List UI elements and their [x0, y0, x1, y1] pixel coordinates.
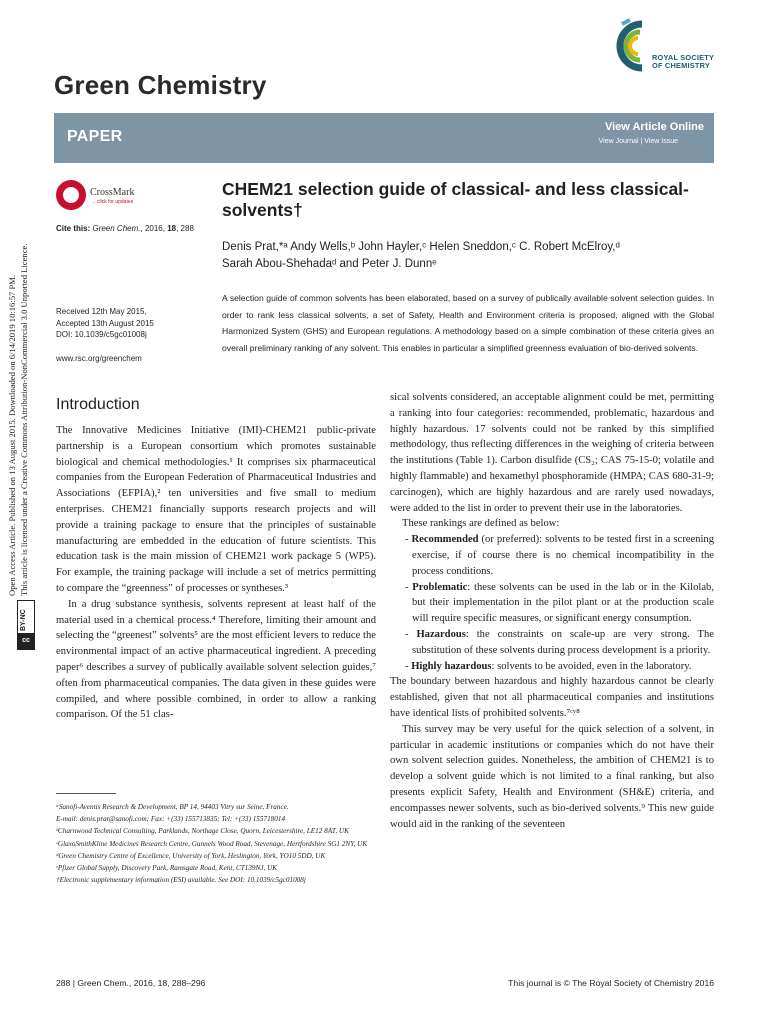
list-item: - Problematic: these solvents can be used in the lab or in the Kilolab, but their implementation in the pilot plant or at the production scale will require specific measures, or significant energy consumption. — [405, 581, 715, 625]
cc-license-badge[interactable] — [17, 600, 35, 650]
license-line[interactable]: This article is licensed under a Creative Commons Attribution-NonCommercial 3.0 Unported Licence. — [19, 243, 29, 596]
paragraph: The boundary between hazardous and highly hazardous cannot be clearly established, given that not all pharmaceutical companies and institutions have identical lists of prohibited solvents.⁷ᶜʸ⁸ — [390, 676, 714, 719]
crossmark-icon — [56, 180, 86, 210]
cite-pages: , 288 — [176, 224, 194, 233]
body-column-right — [390, 390, 714, 832]
crossmark-label: CrossMark — [90, 187, 135, 198]
list-item: - Recommended (or preferred): solvents to be tested first in a screening exercise, if of course there is no chemical incompatibility in the process conditions. — [405, 534, 714, 577]
rsc-logo[interactable] — [612, 16, 722, 96]
rsc-logo-line2: OF CHEMISTRY — [652, 61, 710, 70]
cite-label: Cite this: — [56, 224, 91, 233]
footnote: ᵈGreen Chemistry Centre of Excellence, University of York, Heslington, York, YO10 5DD, UK — [56, 851, 326, 860]
footnote: ᵃSanofi-Aventis Research & Development, BP 14, 94403 Vitry sur Seine, France. — [56, 803, 289, 811]
footnote-email[interactable]: E-mail: denis.prat@sanofi.com; Fax: +(33) 155713835; Tel: +(33) 155718014 — [56, 815, 286, 824]
article-title: CHEM21 selection guide of classical- and less classical-solvents† — [222, 179, 689, 220]
paragraph: This survey may be very useful for the quick selection of a solvent, in particular in academic institutions or companies which do not have their own solvent selection guides. Nonetheless, the ambition of CHEM21 is to develop a solvent guide which is not limited to a final ranking, but also presents explicit Safety, Health and Environment (SH&E) criteria, and encompasses newer solvents, such as bio-derived solvents.⁹ This new guide would aid in the ranking of the seventeen — [390, 723, 714, 830]
paragraph: sical solvents considered, an acceptable alignment could be met, permitting a ranking into four categories: recommended, problematic, hazardous and highly hazardous. 17 solvents could not be ranked by this simplified methodology, thus reflecting differences in the weighing of criteria between the institutions (Table 1). Carbon disulfide (CS₂; CAS 75-15-0; volatile and highly flammable) and hexamethyl phosphoramide (HMPA; CAS 680-31-9; carcinogen), which are highly hazardous and are rarely used nowadays, were added to the list in order to prevent their use in the laboratories. — [390, 392, 714, 514]
cc-icon: cc — [18, 633, 34, 649]
ranking-definitions-list — [390, 532, 714, 674]
list-item: - Hazardous: the constraints on scale-up are very strong. The substitution of these solvents during process development is a priority. — [405, 628, 714, 656]
list-term: Problematic — [412, 581, 468, 593]
list-text: (or preferred): solvents to be tested first in a screening exercise, if of course there is no chemical incompatibility in the process conditions. — [412, 534, 714, 577]
paragraph: These rankings are defined as below: — [402, 518, 560, 530]
body-column-left — [56, 423, 376, 723]
journal-issue-links[interactable]: View Journal | View Issue — [598, 138, 678, 145]
journal-url[interactable]: www.rsc.org/greenchem — [56, 354, 142, 363]
footer-citation: 288 | Green Chem., 2016, 18, 288–296 — [56, 978, 206, 988]
footnote: ᵉPfizer Global Supply, Discovery Park, Ramsgate Road, Kent, CT139NJ, UK — [56, 864, 278, 873]
crossmark-badge[interactable] — [56, 180, 146, 212]
list-text: : solvents to be avoided, even in the laboratory. — [491, 660, 692, 672]
cc-by-nc-label: BY-NC — [20, 609, 27, 631]
section-heading-introduction: Introduction — [56, 396, 140, 413]
open-access-line: Open Access Article. Published on 13 August 2015. Downloaded on 6/14/2019 10:16:57 PM. — [7, 274, 17, 596]
accepted-date: Accepted 13th August 2015 — [56, 318, 154, 328]
open-access-notice — [6, 118, 42, 658]
list-text: : these solvents can be used in the lab or in the Kilolab, but their implementation in the pilot plant or at the production scale will require specific measures, or significant energy consumption. — [412, 581, 715, 625]
authors-line-2: Sarah Abou-Shehadaᵈ and Peter J. Dunnᵉ — [222, 258, 437, 270]
view-article-online-link[interactable]: View Article Online — [604, 121, 704, 133]
doi[interactable]: DOI: 10.1039/c5gc01008j — [56, 330, 147, 339]
paragraph: In a drug substance synthesis, solvents represent at least half of the material used in a chemical process.⁴ Therefore, limiting their amount and selecting the “greenest” solvents⁵ are the most efficient levers to reduce the environmental impact of an active pharmaceutical ingredient. A preceding paper⁶ describes a survey of publically available solvent selection guides,⁷ often from pharmaceutical companies. The data given in these guides were compiled, and where possible combined, in order to allow a ranking comparison. Of the 51 clas- — [56, 598, 376, 721]
footnote-divider — [56, 793, 116, 794]
list-term: Recommended — [411, 534, 479, 546]
article-type-label: PAPER — [67, 128, 123, 145]
article-dates — [56, 306, 206, 341]
footnote: ᶜGlaxoSmithKline Medicines Research Centre, Gunnels Wood Road, Stevenage, Hertfordshire SG1 2NY, UK — [56, 839, 368, 848]
journal-title: Green Chemistry — [54, 70, 267, 100]
authors-line-1: Denis Prat,*ᵃ Andy Wells,ᵇ John Hayler,ᶜ Helen Sneddon,ᶜ C. Robert McElroy,ᵈ — [222, 241, 620, 253]
affiliations-footnotes — [56, 801, 378, 886]
list-item: - Highly hazardous: solvents to be avoided, even in the laboratory. — [405, 660, 692, 672]
rsc-logo-icon — [612, 16, 656, 76]
footer-copyright: This journal is © The Royal Society of Chemistry 2016 — [508, 978, 714, 988]
paragraph: The Innovative Medicines Initiative (IMI)-CHEM21 public-private partnership is a European consortium which promotes sustainable biological and chemical methodologies.¹ It comprises six pharmaceutical companies from the European Federation of Pharmaceutical Industries and Associations (EFPIA),² ten universities and five small to medium enterprises. CHEM21 financially supports research projects and will provide a training package to ensure that the principles of sustainable manufacturing are embedded in the education of future scientists. This education task is the main mission of CHEM21 work package 5 (WP5). For example, the training package will include a set of metrics permitting to compare the “greenness” of processes or syntheses.³ — [56, 425, 376, 594]
cite-volume: 18 — [167, 224, 177, 233]
list-text: : the constraints on scale-up are very strong. The substitution of these solvents during process development is a priority. — [412, 628, 714, 656]
rsc-logo-line1: ROYAL SOCIETY — [652, 53, 715, 62]
list-term: Hazardous — [416, 628, 466, 640]
abstract: A selection guide of common solvents has been elaborated, based on a survey of publically available solvent selection guides. In order to rank less classical solvents, a set of Safety, Health and Environment criteria is proposed, aligned with the Global Harmonized System (GHS) and European regulations. A methodology based on a simple combination of these criteria gives an overall preliminary ranking of any solvent. This enables in particular a simplified greenness evaluation of bio-derived solvents. — [222, 293, 714, 353]
author-list — [222, 239, 712, 273]
crossmark-sublabel: ←click for updates — [92, 199, 134, 205]
article-type-banner — [54, 113, 714, 163]
received-date: Received 12th May 2015, — [56, 307, 147, 316]
list-term: Highly hazardous — [411, 660, 492, 672]
footnote: ᵇCharnwood Technical Consulting, Parklands, Northage Close, Quorn, Leicestershire, LE12 8AT, UK — [56, 827, 349, 836]
footnote-esi: †Electronic supplementary information (ESI) available. See DOI: 10.1039/c5gc01008j — [56, 876, 306, 885]
cite-journal: Green Chem. — [92, 224, 141, 233]
cite-year: , 2016, — [140, 224, 168, 233]
citation-info — [56, 223, 206, 234]
